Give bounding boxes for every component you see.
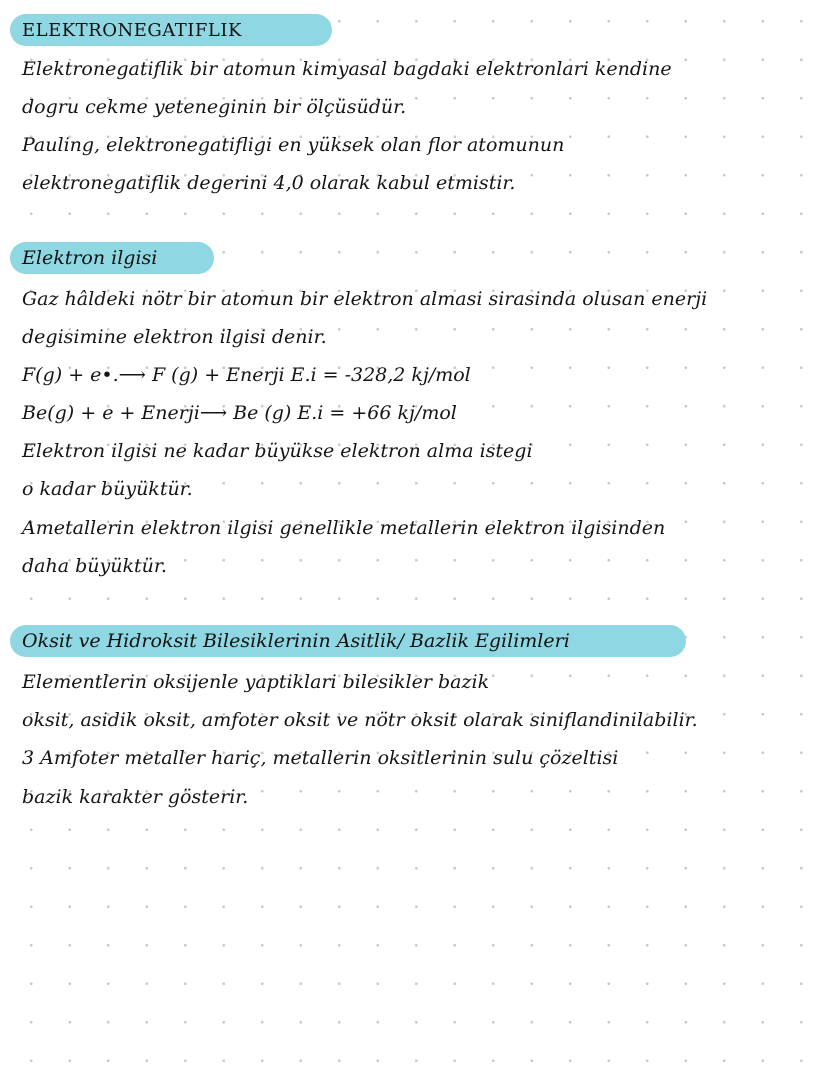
equation-line: Be(g) + e + Enerji⟶ Be (g) E.i = +66 kj/mol: [22, 402, 457, 424]
text-line: Elektronegatiflik bir atomun kimyasal bagdaki elektronlari kendine: [22, 58, 672, 80]
text-line: bazik karakter gösterir.: [22, 786, 249, 808]
text-line: Gaz hâldeki nötr bir atomun bir elektron almasi sirasinda olusan enerji: [22, 288, 708, 310]
text-line: Pauling, elektronegatifligi en yüksek olan flor atomunun: [22, 134, 565, 156]
equation-line: F(g) + e•.⟶ F (g) + Enerji E.i = -328,2 kj/mol: [22, 364, 471, 386]
section-title: ELEKTRONEGATIFLIK: [22, 19, 242, 41]
text-line: Ametallerin elektron ilgisi genellikle metallerin elektron ilgisinden: [22, 517, 666, 539]
text-line: dogru cekme yeteneginin bir ölçüsüdür.: [22, 96, 407, 118]
section-title: Elektron ilgisi: [22, 247, 158, 269]
section-heading-electronegativity: [10, 14, 332, 46]
text-line: Elementlerin oksijenle yaptiklari bilesikler bazik: [22, 671, 490, 693]
text-line: elektronegatiflik degerini 4,0 olarak kabul etmistir.: [22, 172, 516, 194]
text-line: degisimine elektron ilgisi denir.: [22, 326, 327, 348]
text-line: Elektron ilgisi ne kadar büyükse elektron alma istegi: [22, 440, 533, 462]
text-line: 3 Amfoter metaller hariç, metallerin oksitlerinin sulu çözeltisi: [22, 747, 619, 769]
text-line: daha büyüktür.: [22, 555, 167, 577]
text-line: oksit, asidik oksit, amfoter oksit ve nötr oksit olarak siniflandinilabilir.: [22, 709, 698, 731]
section-title: Oksit ve Hidroksit Bilesiklerinin Asitlik/ Bazlik Egilimleri: [22, 630, 570, 652]
section-heading-oxide-acidity: [10, 625, 686, 657]
text-line: o kadar büyüktür.: [22, 478, 193, 500]
section-heading-electron-affinity: [10, 242, 214, 274]
